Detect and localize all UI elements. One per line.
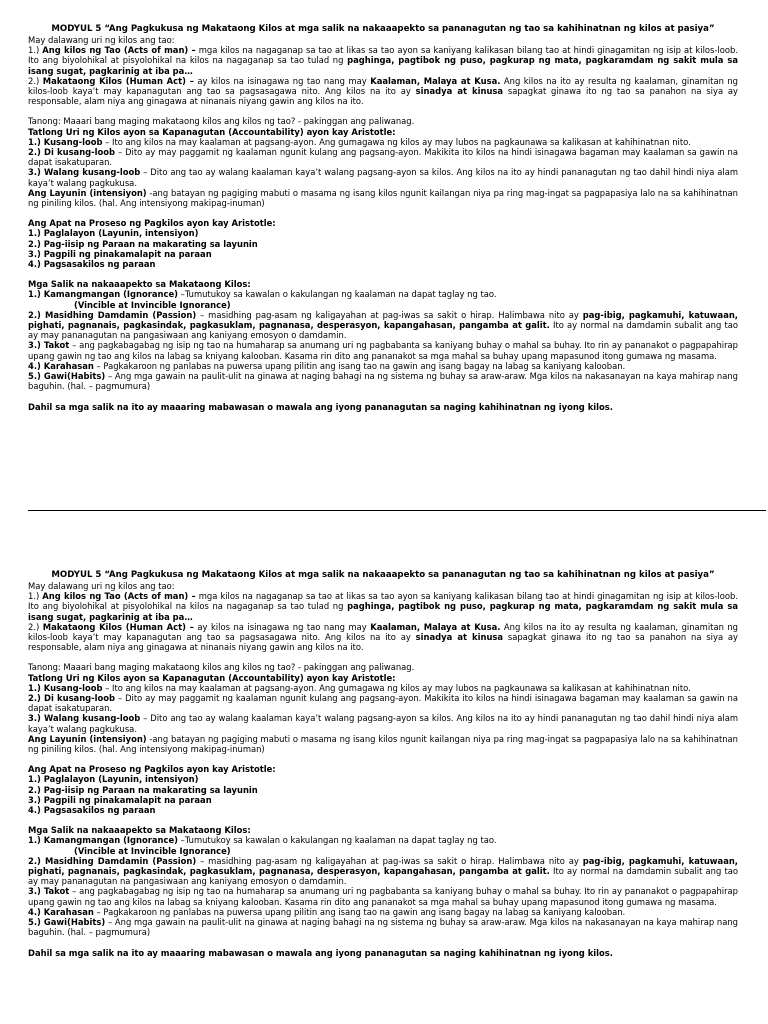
voluntary-paragraph: 1.) Kusang-loob – Ito ang kilos na may kaalaman at pagsang-ayon. Ang gumagawa ng kilos ay may lubos na pagkaunawa sa kalikasan at kahihinatnan nito.: [28, 682, 691, 693]
factors-heading: Mga Salik na nakaaapekto sa Makataong Kilos:: [28, 825, 251, 836]
intention-paragraph: Ang Layunin (intensiyon) -ang batayan ng pagiging mabuti o masama ng isang kilos ngunit kailangan niya pa ring mag-ingat sa pagpapasiya lalo na sa kahihinatnan ng piniling kilos. (hal. Ang intensiyong makipag-inuman): [28, 733, 738, 755]
voluntary-paragraph: 1.) Kusang-loob – Ito ang kilos na may kaalaman at pagsang-ayon. Ang gumagawa ng kilos ay may lubos na pagkaunawa sa kalikasan at kahihinatnan nito.: [28, 136, 691, 147]
process-item: 3.) Pagpili ng pinakamalapit na paraan: [28, 794, 212, 805]
process-heading: Ang Apat na Proseso ng Pagkilos ayon kay Aristotle:: [28, 764, 276, 775]
intention-paragraph: Ang Layunin (intensiyon) -ang batayan ng pagiging mabuti o masama ng isang kilos ngunit kailangan niya pa ring mag-ingat sa pagpapasiya lalo na sa kahihinatnan ng piniling kilos. (hal. Ang intensiyong makipag-inuman): [28, 187, 738, 209]
handout-copy-top: [28, 24, 738, 412]
human-act-paragraph: 2.) Makataong Kilos (Human Act) – ay kilos na isinagawa ng tao nang may Kaalaman, Malaya at Kusa. Ang kilos na ito ay resulta ng kaalaman, ginamitan ng kilos-loob kaya’t may kapanagutan ang tao sa pagsasagawa nito. Ang kilos na ito ay sinadya at kinusa sapagkat ginawa ito ng tao sa panahon na siya ay responsable, alam niya ang ginagawa at ninanais niyang gawin ang kilos na ito.: [28, 621, 738, 653]
acts-of-man-paragraph: 1.) Ang kilos ng Tao (Acts of man) – mga kilos na nagaganap sa tao at likas sa tao ayon sa kaniyang kalikasan bilang tao at hindi ginagamitan ng isip at kilos-loob. Ito ang biyolohikal at pisyolohikal na kilos na nagaganap sa tao tulad ng paghinga, pagtibok ng puso, pagkurap ng mata, pagkaramdam ng sakit mula sa isang sugat, pagkarinig at iba pa…: [28, 45, 738, 76]
three-types-heading: Tatlong Uri ng Kilos ayon sa Kapanagutan (Accountability) ayon kay Aristotle:: [28, 126, 396, 137]
process-item: 2.) Pag-iisip ng Paraan na makarating sa layunin: [28, 238, 258, 249]
fear-paragraph: 3.) Takot – ang pagkabagabag ng isip ng tao na humaharap sa anumang uri ng pagbabanta sa kaniyang buhay o mahal sa buhay. Ito rin ay pananakot o pagpapahirap upang gawin ng tao ang kilos na labag sa kniyang kalooban. Kasama rin dito ang pananakot sa mga mahal sa buhay upang mapasunod itong gumawa ng masama.: [28, 340, 738, 361]
question-text: Tanong: Maaari bang maging makataong kilos ang kilos ng tao? - pakinggan ang paliwanag.: [28, 116, 415, 127]
habits-paragraph: 5.) Gawi(Habits) – Ang mga gawain na paulit-ulit na ginawa at naging bahagi na ng sistema ng buhay sa araw-araw. Mga kilos na nakasanayan na kaya mahirap nang baguhin. (hal. – pagmumura): [28, 371, 738, 392]
non-voluntary-paragraph: 2.) Di kusang-loob – Dito ay may paggamit ng kaalaman ngunit kulang ang pagsang-ayon. Makikita ito kilos na hindi isinagawa bagaman may kaalaman sa gawin na dapat isakatuparan.: [28, 147, 738, 168]
intro-text: May dalawang uri ng kilos ang tao:: [28, 581, 175, 591]
acts-of-man-paragraph: 1.) Ang kilos ng Tao (Acts of man) – mga kilos na nagaganap sa tao at likas sa tao ayon sa kaniyang kalikasan bilang tao at hindi ginagamitan ng isip at kilos-loob. Ito ang biyolohikal at pisyolohikal na kilos na nagaganap sa tao tulad ng paghinga, pagtibok ng puso, pagkurap ng mata, pagkaramdam ng sakit mula sa isang sugat, pagkarinig at iba pa…: [28, 591, 738, 622]
involuntary-paragraph: 3.) Walang kusang-loob – Dito ang tao ay walang kaalaman kaya’t walang pagsang-ayon sa kilos. Ang kilos na ito ay hindi pananagutan ng tao dahil hindi niya alam kaya’t walang pagkukusa.: [28, 713, 738, 734]
three-types-heading: Tatlong Uri ng Kilos ayon sa Kapanagutan (Accountability) ayon kay Aristotle:: [28, 672, 396, 683]
factors-heading: Mga Salik na nakaaapekto sa Makataong Kilos:: [28, 279, 251, 290]
handout-copy-bottom: [28, 570, 738, 958]
passion-paragraph: 2.) Masidhing Damdamin (Passion) – masidhing pag-asam ng kaligayahan at pag-iwas sa sakit o hirap. Halimbawa nito ay pag-ibig, pagkamuhi, katuwaan, pighati, pagnanais, pagkasindak, pagkasuklam, pagnanasa, desperasyon, kapangahasan, pangamba at galit. Ito ay normal na damdamin subalit ang tao ay may pananagutan na pangasiwaan ang kaniyang emosyon o damdamin.: [28, 855, 738, 887]
conclusion-text: Dahil sa mga salik na ito ay maaaring mabawasan o mawala ang iyong pananagutan sa naging kahihinatnan ng iyong kilos.: [28, 401, 613, 412]
involuntary-paragraph: 3.) Walang kusang-loob – Dito ang tao ay walang kaalaman kaya’t walang pagsang-ayon sa kilos. Ang kilos na ito ay hindi pananagutan ng tao dahil hindi niya alam kaya’t walang pagkukusa.: [28, 167, 738, 188]
process-item: 2.) Pag-iisip ng Paraan na makarating sa layunin: [28, 784, 258, 795]
violence-paragraph: 4.) Karahasan – Pagkakaroon ng panlabas na puwersa upang pilitin ang isang tao na gawin ang isang bagay na labag sa kaniyang kalooban.: [28, 906, 626, 917]
human-act-paragraph: 2.) Makataong Kilos (Human Act) – ay kilos na isinagawa ng tao nang may Kaalaman, Malaya at Kusa. Ang kilos na ito ay resulta ng kaalaman, ginamitan ng kilos-loob kaya’t may kapanagutan ang tao sa pagsasagawa nito. Ang kilos na ito ay sinadya at kinusa sapagkat ginawa ito ng tao sa panahon na siya ay responsable, alam niya ang ginagawa at ninanais niyang gawin ang kilos na ito.: [28, 75, 738, 107]
habits-paragraph: 5.) Gawi(Habits) – Ang mga gawain na paulit-ulit na ginawa at naging bahagi na ng sistema ng buhay sa araw-araw. Mga kilos na nakasanayan na kaya mahirap nang baguhin. (hal. – pagmumura): [28, 917, 738, 938]
fear-paragraph: 3.) Takot – ang pagkabagabag ng isip ng tao na humaharap sa anumang uri ng pagbabanta sa kaniyang buhay o mahal sa buhay. Ito rin ay pananakot o pagpapahirap upang gawin ng tao ang kilos na labag sa kniyang kalooban. Kasama rin dito ang pananakot sa mga mahal sa buhay upang mapasunod itong gumawa ng masama.: [28, 886, 738, 907]
process-item: 1.) Paglalayon (Layunin, intensiyon): [28, 228, 199, 239]
module-title: MODYUL 5 “Ang Pagkukusa ng Makataong Kilos at mga salik na nakaaapekto sa pananagutan ng tao sa kahihinatnan ng kilos at pasiya”: [51, 24, 715, 34]
violence-paragraph: 4.) Karahasan – Pagkakaroon ng panlabas na puwersa upang pilitin ang isang tao na gawin ang isang bagay na labag sa kaniyang kalooban.: [28, 360, 626, 371]
process-item: 4.) Pagsasakilos ng paraan: [28, 805, 156, 816]
passion-paragraph: 2.) Masidhing Damdamin (Passion) – masidhing pag-asam ng kaligayahan at pag-iwas sa sakit o hirap. Halimbawa nito ay pag-ibig, pagkamuhi, katuwaan, pighati, pagnanais, pagkasindak, pagkasuklam, pagnanasa, desperasyon, kapangahasan, pangamba at galit. Ito ay normal na damdamin subalit ang tao ay may pananagutan na pangasiwaan ang kaniyang emosyon o damdamin.: [28, 309, 738, 341]
module-title: MODYUL 5 “Ang Pagkukusa ng Makataong Kilos at mga salik na nakaaapekto sa pananagutan ng tao sa kahihinatnan ng kilos at pasiya”: [51, 570, 715, 580]
non-voluntary-paragraph: 2.) Di kusang-loob – Dito ay may paggamit ng kaalaman ngunit kulang ang pagsang-ayon. Makikita ito kilos na hindi isinagawa bagaman may kaalaman sa gawin na dapat isakatuparan.: [28, 693, 738, 714]
process-item: 4.) Pagsasakilos ng paraan: [28, 259, 156, 270]
process-heading: Ang Apat na Proseso ng Pagkilos ayon kay Aristotle:: [28, 218, 276, 229]
ignorance-paragraph: 1.) Kamangmangan (Ignorance) –Tumutukoy sa kawalan o kakulangan ng kaalaman na dapat taglay ng tao.: [28, 835, 497, 846]
ignorance-subtypes: (Vincible at Invincible Ignorance): [74, 845, 231, 856]
cut-line-divider: [28, 510, 766, 511]
question-text: Tanong: Maaari bang maging makataong kilos ang kilos ng tao? - pakinggan ang paliwanag.: [28, 662, 415, 673]
intro-text: May dalawang uri ng kilos ang tao:: [28, 35, 175, 45]
ignorance-subtypes: (Vincible at Invincible Ignorance): [74, 299, 231, 310]
conclusion-text: Dahil sa mga salik na ito ay maaaring mabawasan o mawala ang iyong pananagutan sa naging kahihinatnan ng iyong kilos.: [28, 947, 613, 958]
process-item: 1.) Paglalayon (Layunin, intensiyon): [28, 774, 199, 785]
ignorance-paragraph: 1.) Kamangmangan (Ignorance) –Tumutukoy sa kawalan o kakulangan ng kaalaman na dapat taglay ng tao.: [28, 289, 497, 300]
process-item: 3.) Pagpili ng pinakamalapit na paraan: [28, 248, 212, 259]
